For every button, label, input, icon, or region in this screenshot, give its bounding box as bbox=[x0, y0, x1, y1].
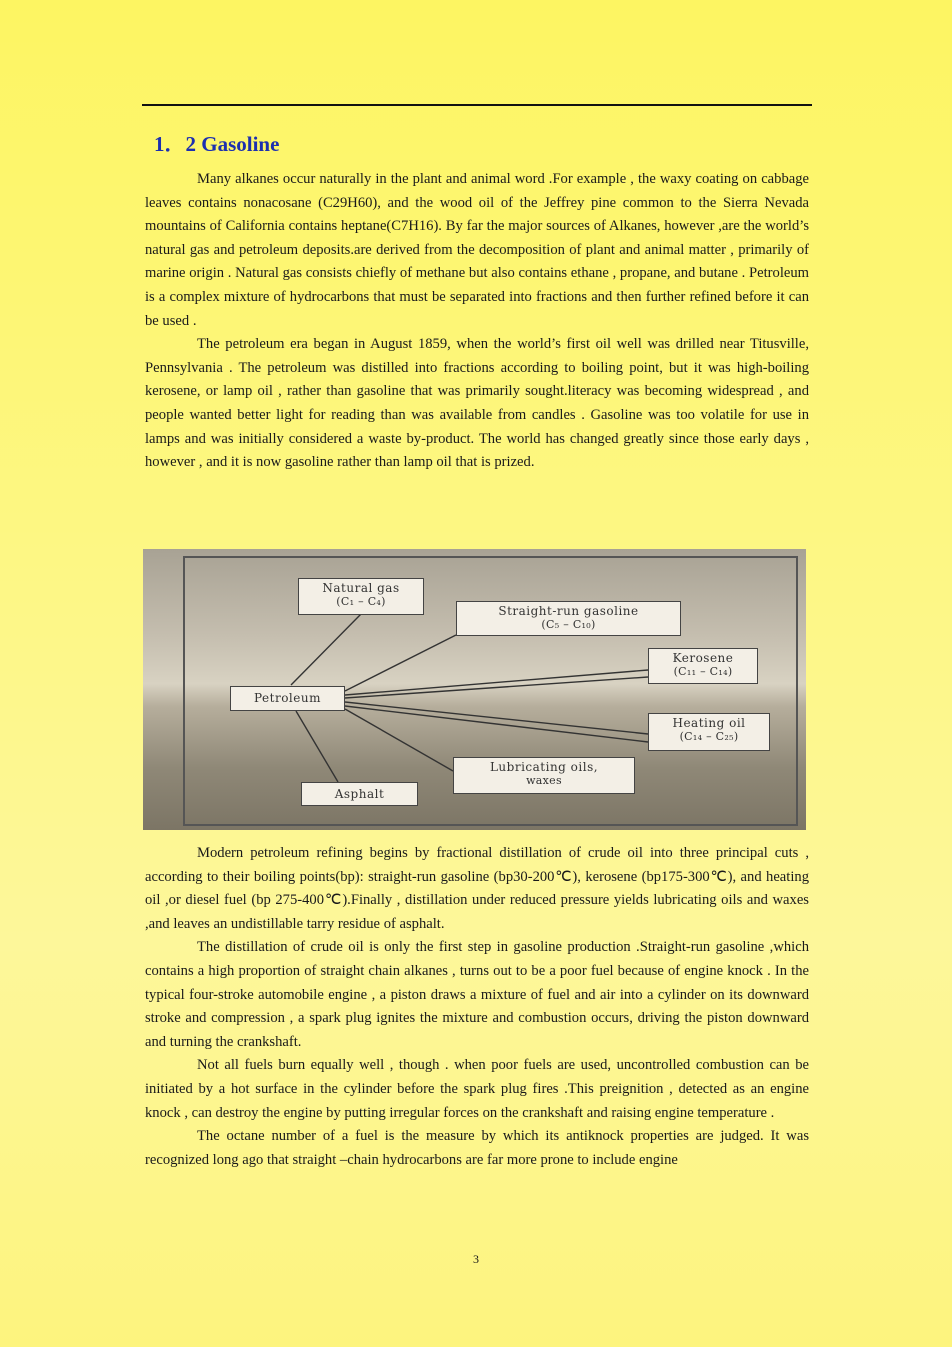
heating-oil-box bbox=[648, 713, 770, 751]
body-text-top bbox=[145, 168, 809, 475]
gasoline-box bbox=[456, 601, 681, 636]
heating-oil-formula: (C₁₄ – C₂₅) bbox=[679, 730, 739, 743]
paragraph: Many alkanes occur naturally in the plant and animal word .For example , the waxy coating on cabbage leaves contains nonacosane (C29H60), and the wood oil of the Jeffrey pine common to the Sierra Nevada mountains of California contains heptane(C7H16). By far the major sources of Alkanes, however ,are the world’s natural gas and petroleum deposits.are derived from the decomposition of plant and animal matter , primarily of marine origin . Natural gas consists chiefly of methane but also contains ethane , propane, and butane . Petroleum is a complex mixture of hydrocarbons that must be separated into fractions and then further refined before it can be used . bbox=[145, 171, 809, 329]
asphalt-box bbox=[301, 782, 418, 806]
body-text-bottom bbox=[145, 842, 809, 1172]
kerosene-label: Kerosene bbox=[672, 651, 734, 665]
petroleum-box bbox=[230, 686, 345, 711]
asphalt-label: Asphalt bbox=[334, 787, 385, 801]
natural-gas-box bbox=[298, 578, 424, 615]
lubricating-oils-box bbox=[453, 757, 635, 794]
paragraph: The octane number of a fuel is the measure by which its antiknock properties are judged. It was recognized long ago that straight –chain hydrocarbons are far more prone to include engine bbox=[145, 1128, 809, 1168]
kerosene-formula: (C₁₁ – C₁₄) bbox=[673, 665, 733, 678]
gasoline-formula: (C₅ – C₁₀) bbox=[541, 618, 596, 631]
gasoline-label: Straight-run gasoline bbox=[498, 604, 639, 618]
natural-gas-formula: (C₁ – C₄) bbox=[336, 595, 386, 608]
paragraph: The petroleum era began in August 1859, when the world’s first oil well was drilled near Titusville, Pennsylvania . The petroleum was distilled into fractions according to boiling point, but it was high-boiling kerosene, or lamp oil , rather than gasoline that was primarily sought.literacy was becoming widespread , and people wanted better light for reading than was available from candles . Gasoline was too volatile for use in lamps and was initially considered a waste by-product. The world has changed greatly since those early days , however , and it is now gasoline rather than lamp oil that is prized. bbox=[145, 336, 809, 471]
paragraph: Not all fuels burn equally well , though . when poor fuels are used, uncontrolled combustion can be initiated by a hot surface in the cylinder before the spark plug fires .This preignition , detected as an engine knock , can destroy the engine by putting irregular forces on the crankshaft and raising engine temperature . bbox=[145, 1057, 809, 1121]
lubricating-oils-label: Lubricating oils, bbox=[489, 760, 599, 774]
natural-gas-label: Natural gas bbox=[322, 581, 400, 595]
page-number: 3 bbox=[473, 1252, 479, 1266]
header-rule bbox=[142, 104, 812, 106]
petroleum-label: Petroleum bbox=[254, 691, 321, 705]
kerosene-box bbox=[648, 648, 758, 684]
paragraph: Modern petroleum refining begins by fractional distillation of crude oil into three principal cuts , according to their boiling points(bp): straight-run gasoline (bp30-200℃), kerosene (bp175-300℃), and heating oil ,or diesel fuel (bp 275-400℃).Finally , distillation under reduced pressure yields lubricating oils and waxes ,and leaves an undistillable tarry residue of asphalt. bbox=[145, 845, 809, 932]
section-heading: 1．2 Gasoline bbox=[154, 132, 280, 156]
heating-oil-label: Heating oil bbox=[672, 716, 746, 730]
petroleum-fractions-figure bbox=[143, 549, 806, 830]
paragraph: The distillation of crude oil is only the first step in gasoline production .Straight-run gasoline ,which contains a high proportion of straight chain alkanes , turns out to be a poor fuel because of engine knock . In the typical four-stroke automobile engine , a piston draws a mixture of fuel and air into a cylinder on its downward stroke and compression , a spark plug ignites the mixture and combustion occurs, driving the piston downward and turning the crankshaft. bbox=[145, 939, 809, 1050]
lubricating-oils-sub: waxes bbox=[526, 774, 562, 787]
